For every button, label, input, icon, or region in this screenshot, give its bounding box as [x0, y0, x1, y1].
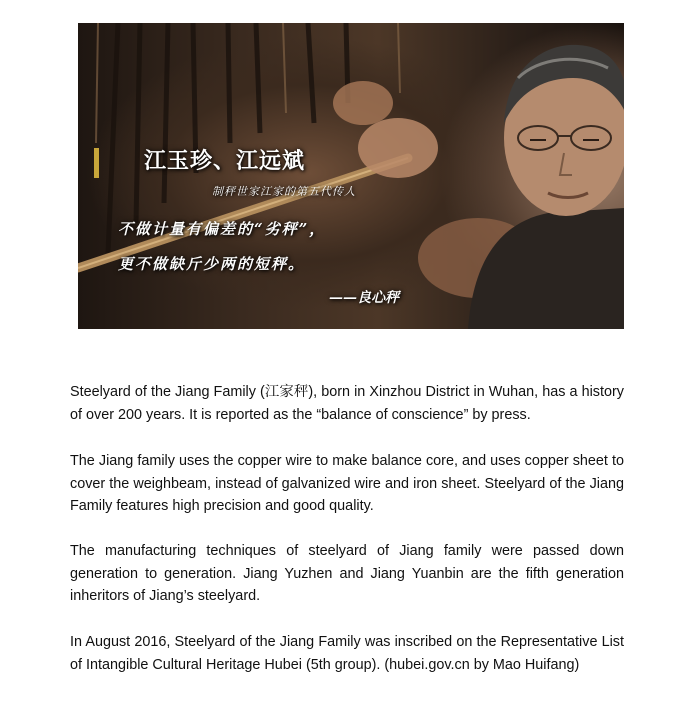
paragraph-history: Steelyard of the Jiang Family (江家秤), born in Xinzhou District in Wuhan, has a history of over 200 years. It is reported as the “balance of conscience” by press.: [70, 384, 624, 423]
photo-caption-signature: ——良心秤: [329, 290, 399, 306]
article-photo: [78, 23, 624, 329]
photo-caption-title: 江玉珍、江远斌: [144, 148, 306, 174]
paragraph-heritage-listing: In August 2016, Steelyard of the Jiang Family was inscribed on the Representative List of Intangible Cultural Heritage Hubei (5th group). (hubei.gov.cn by Mao Huifang): [70, 634, 624, 673]
paragraph-inheritors: The manufacturing techniques of steelyard of Jiang family were passed down generation to generation. Jiang Yuzhen and Jiang Yuanbin are the fifth generation inheritors of Jiang’s steelyard.: [70, 543, 624, 604]
photo-caption-line-1: 不做计量有偏差的“劣秤”，: [118, 220, 327, 238]
photo-caption-line-2: 更不做缺斤少两的短秤。: [118, 255, 306, 273]
photo-caption-subtitle: 制秤世家江家的第五代传人: [212, 185, 356, 198]
paragraph-materials: The Jiang family uses the copper wire to make balance core, and uses copper sheet to cover the weighbeam, instead of galvanized wire and iron sheet. Steelyard of the Jiang Family features high precision and good quality.: [70, 453, 624, 514]
photo-artwork: [78, 23, 624, 329]
